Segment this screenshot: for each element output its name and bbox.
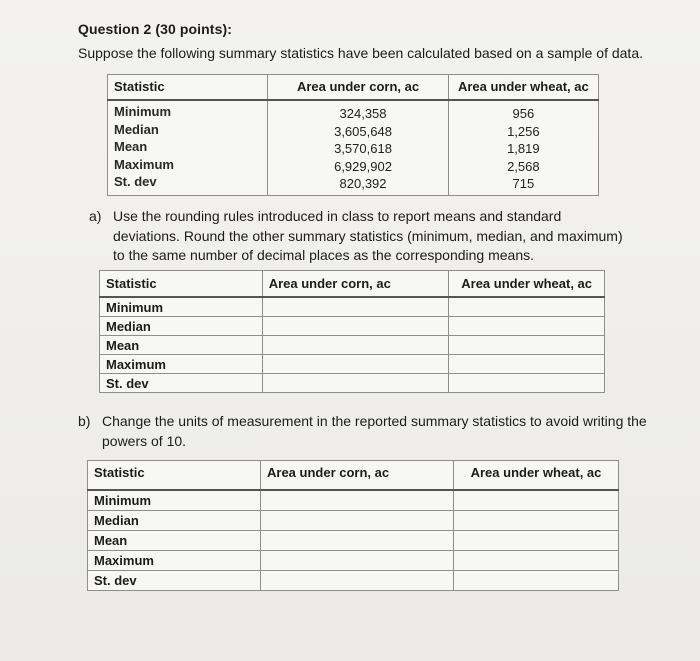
question-intro: Suppose the following summary statistics have been calculated based on a sample of data. xyxy=(78,45,643,61)
table-row xyxy=(88,511,619,531)
table-row xyxy=(108,100,599,195)
answer-cell-corn-maximum[interactable] xyxy=(262,355,449,374)
answer-cell-corn-median[interactable] xyxy=(261,511,454,531)
stat-mean: Mean xyxy=(114,139,148,154)
part-b-label: b) xyxy=(78,413,91,429)
corn-values-cell xyxy=(268,100,448,195)
answer-cell-wheat-stdev[interactable] xyxy=(454,571,619,591)
table-header-row xyxy=(100,271,605,298)
stat-minimum: Minimum xyxy=(114,104,172,119)
table-row xyxy=(100,317,605,336)
answer-cell-wheat-maximum[interactable] xyxy=(449,355,605,374)
rounded-statistics-table xyxy=(99,270,605,393)
wheat-minimum: 956 xyxy=(512,106,535,121)
header-wheat: Area under wheat, ac xyxy=(448,75,598,101)
part-a xyxy=(89,207,629,266)
table-row xyxy=(100,374,605,393)
stat-maximum: Maximum xyxy=(114,156,174,172)
header-corn: Area under corn, ac xyxy=(262,271,449,298)
part-b-text: Change the units of measurement in the reported summary statistics to avoid writing the powers of 10. xyxy=(102,413,647,449)
table-header-row xyxy=(108,75,599,101)
answer-cell-wheat-maximum[interactable] xyxy=(454,551,619,571)
row-label-maximum: Maximum xyxy=(100,355,263,374)
statistic-names-cell xyxy=(108,100,268,195)
answer-cell-wheat-mean[interactable] xyxy=(449,336,605,355)
part-a-label: a) xyxy=(89,208,102,224)
header-corn: Area under corn, ac xyxy=(268,75,448,101)
answer-cell-wheat-stdev[interactable] xyxy=(449,374,605,393)
table-header-row xyxy=(88,461,619,491)
header-wheat: Area under wheat, ac xyxy=(454,461,619,491)
answer-cell-wheat-median[interactable] xyxy=(449,317,605,336)
table-row xyxy=(88,531,619,551)
table-row xyxy=(100,355,605,374)
table-row xyxy=(100,336,605,355)
table-row xyxy=(100,297,605,317)
row-label-minimum: Minimum xyxy=(88,490,261,511)
answer-cell-corn-mean[interactable] xyxy=(261,531,454,551)
question-title: Question 2 (30 points): xyxy=(78,21,232,37)
answer-cell-wheat-mean[interactable] xyxy=(454,531,619,551)
answer-cell-corn-minimum[interactable] xyxy=(262,297,449,317)
part-a-text: Use the rounding rules introduced in class to report means and standard deviations. Round the other summary statistics (minimum, median, and maximum) to the same number of decimal places as the corresponding means. xyxy=(113,208,623,263)
answer-cell-wheat-minimum[interactable] xyxy=(454,490,619,511)
wheat-maximum: 2,568 xyxy=(507,158,540,174)
stat-median: Median xyxy=(114,121,159,137)
part-b xyxy=(78,412,648,451)
wheat-mean: 1,819 xyxy=(507,141,540,156)
answer-cell-corn-maximum[interactable] xyxy=(261,551,454,571)
answer-cell-corn-minimum[interactable] xyxy=(261,490,454,511)
answer-cell-corn-stdev[interactable] xyxy=(262,374,449,393)
header-statistic: Statistic xyxy=(108,75,268,101)
summary-statistics-table xyxy=(107,74,599,196)
row-label-stdev: St. dev xyxy=(88,571,261,591)
answer-cell-wheat-minimum[interactable] xyxy=(449,297,605,317)
wheat-values-cell xyxy=(448,100,598,195)
corn-maximum: 6,929,902 xyxy=(334,158,392,174)
row-label-minimum: Minimum xyxy=(100,297,263,317)
header-wheat: Area under wheat, ac xyxy=(449,271,605,298)
stat-stdev: St. dev xyxy=(114,174,157,189)
row-label-median: Median xyxy=(100,317,263,336)
wheat-stdev: 715 xyxy=(512,176,535,191)
corn-mean: 3,570,618 xyxy=(334,141,392,156)
wheat-median: 1,256 xyxy=(507,123,540,139)
header-corn: Area under corn, ac xyxy=(261,461,454,491)
converted-units-table xyxy=(87,460,619,591)
answer-cell-corn-stdev[interactable] xyxy=(261,571,454,591)
row-label-median: Median xyxy=(88,511,261,531)
table-row xyxy=(88,551,619,571)
row-label-maximum: Maximum xyxy=(88,551,261,571)
answer-cell-wheat-median[interactable] xyxy=(454,511,619,531)
corn-minimum: 324,358 xyxy=(339,106,387,121)
row-label-stdev: St. dev xyxy=(100,374,263,393)
header-statistic: Statistic xyxy=(88,461,261,491)
corn-stdev: 820,392 xyxy=(339,176,387,191)
row-label-mean: Mean xyxy=(100,336,263,355)
row-label-mean: Mean xyxy=(88,531,261,551)
table-row xyxy=(88,490,619,511)
table-row xyxy=(88,571,619,591)
answer-cell-corn-mean[interactable] xyxy=(262,336,449,355)
answer-cell-corn-median[interactable] xyxy=(262,317,449,336)
header-statistic: Statistic xyxy=(100,271,263,298)
corn-median: 3,605,648 xyxy=(334,123,392,139)
